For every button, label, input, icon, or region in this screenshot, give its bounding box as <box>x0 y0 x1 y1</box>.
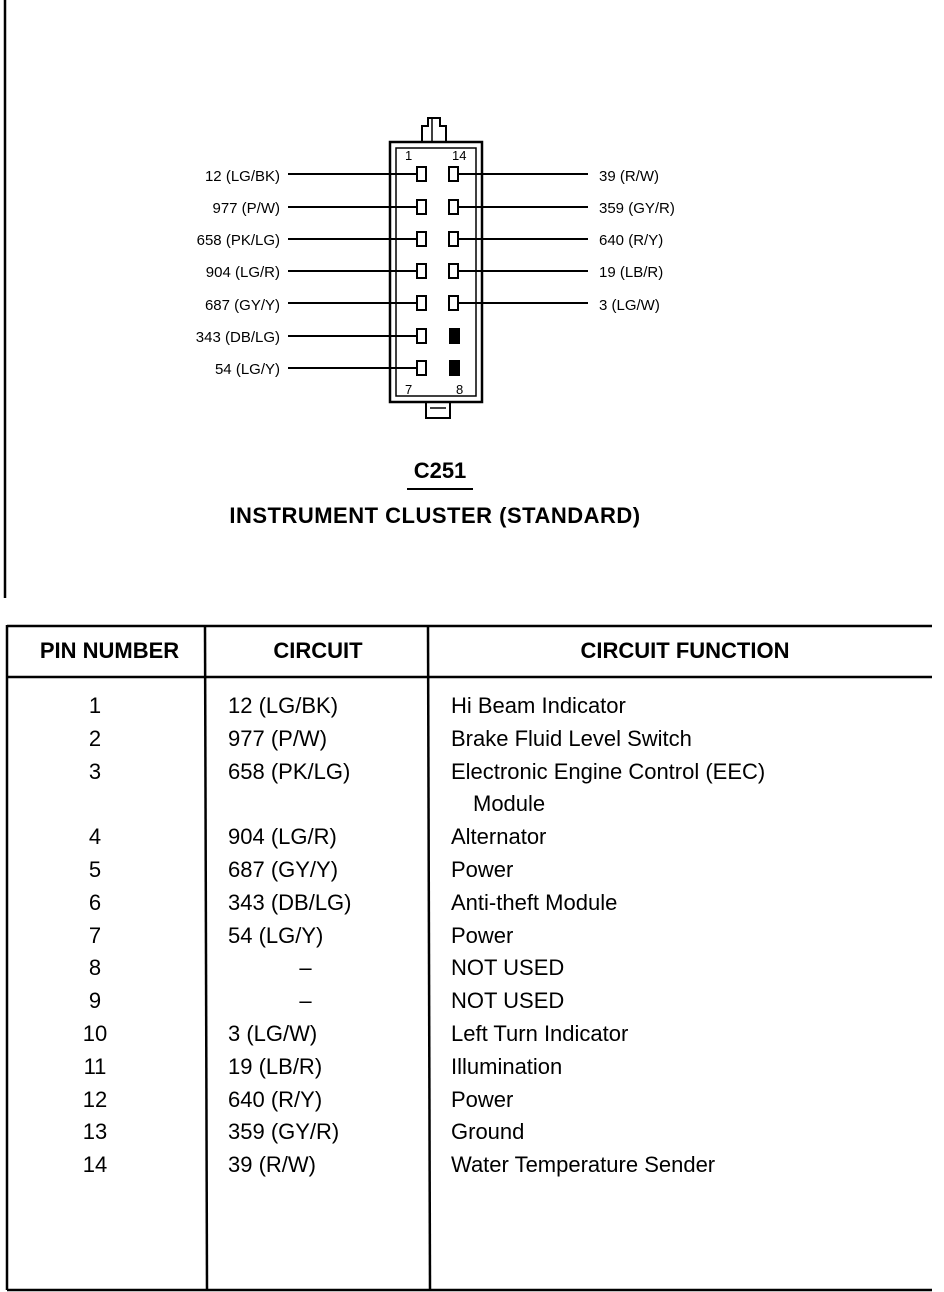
circuit-function-continuation: Module <box>473 791 546 817</box>
terminal-pin-1 <box>417 167 426 181</box>
circuit-cell: 977 (P/W) <box>228 725 328 751</box>
table-row <box>0 1087 944 1120</box>
right-wire-label: 19 (LB/R) <box>599 264 664 281</box>
circuit-cell: 658 (PK/LG) <box>228 758 351 784</box>
circuit-cell: 904 (LG/R) <box>228 824 337 850</box>
connector-title: INSTRUMENT CLUSTER (STANDARD) <box>229 503 641 528</box>
circuit-cell: 12 (LG/BK) <box>228 693 339 718</box>
pin-number-cell: 5 <box>88 857 102 882</box>
pin-number-cell: 12 <box>82 1086 108 1112</box>
corner-number-1: 1 <box>405 148 413 163</box>
circuit-function-cell: Left Turn Indicator <box>451 1021 629 1046</box>
pin-number-cell: 11 <box>83 1053 107 1079</box>
left-wires <box>196 167 426 378</box>
corner-number-14: 14 <box>452 148 467 163</box>
terminal-pin-9-unused <box>449 328 460 344</box>
pin-number-cell: 3 <box>88 758 102 784</box>
pin-number-cell: 14 <box>82 1152 108 1178</box>
left-wire-label: 904 (LG/R) <box>205 264 280 281</box>
terminal-pin-3 <box>417 232 426 246</box>
pin-number-cell: 10 <box>82 1021 108 1046</box>
table-row <box>0 1152 944 1185</box>
terminal-pin-4 <box>417 264 426 278</box>
circuit-cell: 54 (LG/Y) <box>228 922 324 948</box>
terminal-pin-14 <box>449 167 458 181</box>
left-wire-label: 12 (LG/BK) <box>204 168 280 185</box>
table-row <box>0 726 944 759</box>
circuit-function-cell: NOT USED <box>451 988 565 1014</box>
corner-number-7: 7 <box>405 382 413 397</box>
circuit-cell: 19 (LB/R) <box>228 1053 323 1079</box>
terminal-pin-7 <box>417 361 426 375</box>
table-row <box>0 693 944 726</box>
circuit-function-cell: Electronic Engine Control (EEC) <box>451 758 766 784</box>
header-circuit-function: CIRCUIT FUNCTION <box>580 638 790 663</box>
circuit-cell: 39 (R/W) <box>228 1152 316 1178</box>
header-pin-number: PIN NUMBER <box>39 638 180 663</box>
pin-number-cell: 4 <box>88 824 102 850</box>
circuit-cell: 359 (GY/R) <box>228 1119 340 1145</box>
table-row <box>0 1054 944 1087</box>
circuit-function-cell: Power <box>451 857 514 882</box>
pin-number-cell: 7 <box>88 922 102 948</box>
table-row <box>0 1119 944 1152</box>
circuit-cell: 3 (LG/W) <box>228 1021 318 1046</box>
connector-id: C251 <box>413 458 467 483</box>
circuit-function-cell: Brake Fluid Level Switch <box>451 725 692 751</box>
table-row <box>0 923 944 956</box>
circuit-function-cell: Water Temperature Sender <box>451 1152 716 1178</box>
header-circuit: CIRCUIT <box>273 638 363 663</box>
right-wire-label: 640 (R/Y) <box>599 232 664 249</box>
circuit-function-cell: Power <box>451 922 514 948</box>
terminal-pin-5 <box>417 296 426 310</box>
terminal-pin-2 <box>417 200 426 214</box>
table-row <box>0 857 944 890</box>
circuit-function-cell: Alternator <box>451 824 547 850</box>
right-wire-label: 3 (LG/W) <box>599 297 660 314</box>
pin-number-cell: 13 <box>82 1119 108 1145</box>
pin-number-cell: 1 <box>88 693 102 718</box>
terminal-pin-6 <box>417 329 426 343</box>
circuit-function-cell: Ground <box>451 1119 525 1145</box>
terminal-pin-13 <box>449 200 458 214</box>
table-row <box>0 955 944 988</box>
circuit-cell: 687 (GY/Y) <box>228 857 339 882</box>
terminal-pin-10 <box>449 296 458 310</box>
pin-number-cell: 2 <box>88 725 102 751</box>
table-row <box>0 988 944 1021</box>
table-row <box>0 824 944 857</box>
circuit-cell: 640 (R/Y) <box>228 1086 323 1112</box>
right-wire-label: 39 (R/W) <box>599 168 659 185</box>
terminal-pin-11 <box>449 264 458 278</box>
connector-housing <box>390 118 482 418</box>
circuit-function-cell: Power <box>451 1086 514 1112</box>
left-wire-label: 54 (LG/Y) <box>214 361 280 378</box>
left-wire-label: 343 (DB/LG) <box>195 329 280 346</box>
table-row <box>0 758 944 817</box>
corner-number-8: 8 <box>456 382 464 397</box>
pin-number-cell: 6 <box>88 889 102 915</box>
table-row <box>0 1021 944 1054</box>
circuit-cell: 343 (DB/LG) <box>228 889 352 915</box>
left-wire-label: 977 (P/W) <box>212 200 280 217</box>
circuit-function-cell: Hi Beam Indicator <box>451 693 626 718</box>
connector-id-underline <box>407 488 473 490</box>
pin-number-cell: 8 <box>88 955 102 981</box>
left-wire-label: 687 (GY/Y) <box>204 297 280 314</box>
circuit-function-cell: NOT USED <box>451 955 565 981</box>
circuit-cell: – <box>299 988 312 1014</box>
circuit-function-cell: Illumination <box>451 1053 563 1079</box>
terminal-pin-12 <box>449 232 458 246</box>
right-wire-label: 359 (GY/R) <box>599 200 675 217</box>
terminal-pin-8-unused <box>449 360 460 376</box>
circuit-cell: – <box>299 955 312 981</box>
circuit-function-cell: Anti-theft Module <box>451 889 618 915</box>
pin-number-cell: 9 <box>88 988 102 1014</box>
left-wire-label: 658 (PK/LG) <box>196 232 280 249</box>
table-row <box>0 890 944 923</box>
